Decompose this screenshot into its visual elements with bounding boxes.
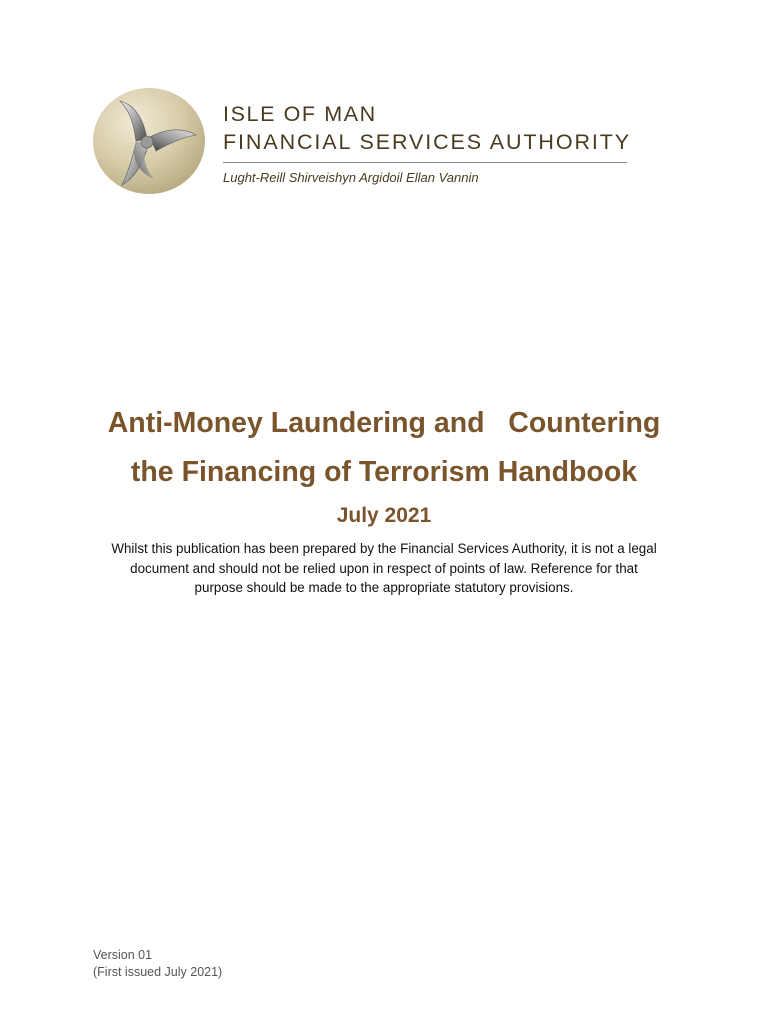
disclaimer <box>84 539 684 598</box>
disclaimer-line: purpose should be made to the appropriate statutory provisions. <box>194 580 574 595</box>
triskelion-emblem-icon <box>92 87 206 195</box>
fsa-logo <box>92 87 632 197</box>
org-tagline: Lught-Reill Shirveishyn Argidoil Ellan Vannin <box>223 170 479 185</box>
org-name-line1: ISLE OF MAN <box>223 102 377 126</box>
document-date: July 2021 <box>336 504 432 527</box>
first-issued-date: (First issued July 2021) <box>93 965 223 979</box>
disclaimer-line: Whilst this publication has been prepared by the Financial Services Authority, it is not a legal <box>111 541 657 556</box>
logo-divider <box>223 162 627 163</box>
document-title-line1: Anti-Money Laundering and Countering <box>107 407 661 439</box>
document-title-line2: the Financing of Terrorism Handbook <box>130 456 638 488</box>
version-number: Version 01 <box>93 948 153 962</box>
org-name-line2: FINANCIAL SERVICES AUTHORITY <box>223 130 632 154</box>
disclaimer-line: document and should not be relied upon in respect of points of law. Reference for that <box>130 560 638 576</box>
version-info <box>93 947 222 981</box>
